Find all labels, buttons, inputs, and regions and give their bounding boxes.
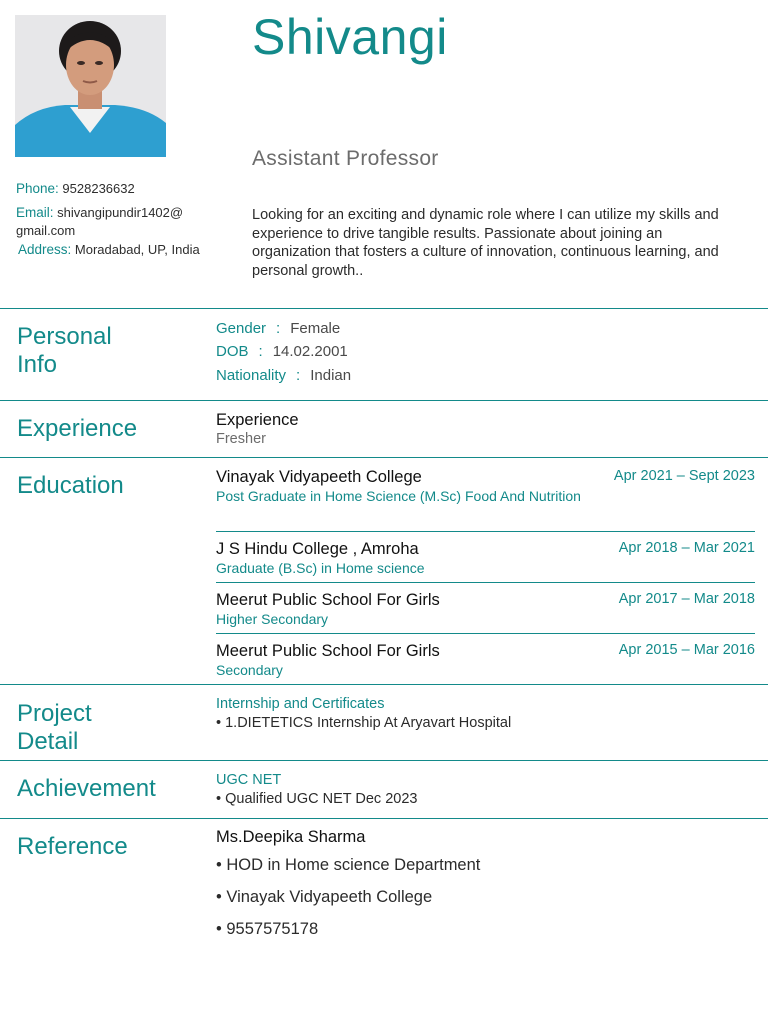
education-degree: Post Graduate in Home Science (M.Sc) Food And Nutrition: [216, 488, 581, 504]
profile-photo: [15, 15, 166, 157]
section-divider: [0, 400, 768, 401]
reference-line: • HOD in Home science Department: [216, 856, 481, 874]
section-divider: [0, 684, 768, 685]
contact-phone: [16, 180, 135, 198]
dob-row: [216, 343, 348, 360]
dob-value: 14.02.2001: [272, 343, 348, 360]
reference-name: Ms.Deepika Sharma: [216, 828, 366, 846]
education-dates: Apr 2015 – Mar 2016: [618, 642, 755, 658]
phone-value: 9528236632: [62, 181, 135, 196]
address-label: Address:: [18, 242, 72, 257]
personal-title-line2: Info: [17, 351, 58, 378]
section-divider: [0, 457, 768, 458]
education-dates: Apr 2021 – Sept 2023: [613, 468, 755, 484]
reference-line: • Vinayak Vidyapeeth College: [216, 888, 433, 906]
education-degree: Graduate (B.Sc) in Home science: [216, 560, 425, 576]
education-dates: Apr 2018 – Mar 2021: [618, 540, 755, 556]
section-divider: [0, 760, 768, 761]
personal-info-title: [17, 323, 112, 379]
achievement-title: Achievement: [17, 775, 156, 802]
education-title: Education: [17, 472, 124, 499]
project-title: [17, 700, 92, 756]
nationality-value: Indian: [310, 367, 352, 384]
gender-row: [216, 320, 340, 337]
phone-label: Phone:: [16, 181, 59, 196]
education-divider: [216, 582, 755, 583]
experience-heading: Experience: [216, 411, 299, 429]
nationality-label: Nationality: [216, 367, 287, 384]
education-school: J S Hindu College , Amroha: [216, 540, 419, 558]
project-title-line1: Project: [17, 700, 92, 727]
dob-label: DOB: [216, 343, 249, 360]
gender-label: Gender: [216, 320, 267, 337]
separator: :: [276, 320, 281, 337]
achievement-item: • Qualified UGC NET Dec 2023: [216, 791, 418, 807]
personal-title-line1: Personal: [17, 323, 112, 350]
project-item: • 1.DIETETICS Internship At Aryavart Hospital: [216, 715, 512, 731]
section-divider: [0, 818, 768, 819]
education-degree: Higher Secondary: [216, 611, 329, 627]
objective-text: Looking for an exciting and dynamic role where I can utilize my skills and experience to drive tangible results. Passionate about joining an organization that fosters a culture of innovation, continuous learning, and personal growth..: [252, 207, 719, 279]
education-divider: [216, 633, 755, 634]
contact-email: [16, 204, 221, 240]
reference-title: Reference: [17, 833, 128, 860]
contact-address: [18, 241, 200, 259]
separator: :: [258, 343, 263, 360]
separator: :: [296, 367, 301, 384]
gender-value: Female: [290, 320, 341, 337]
experience-title: Experience: [17, 415, 138, 442]
education-divider: [216, 531, 755, 532]
address-value: Moradabad, UP, India: [74, 242, 200, 257]
reference-line: • 9557575178: [216, 920, 319, 938]
education-dates: Apr 2017 – Mar 2018: [618, 591, 755, 607]
section-divider: [0, 308, 768, 309]
project-title-line2: Detail: [17, 728, 79, 755]
project-heading: Internship and Certificates: [216, 696, 385, 712]
experience-value: Fresher: [216, 431, 266, 447]
education-school: Meerut Public School For Girls: [216, 591, 440, 609]
job-title: Assistant Professor: [252, 147, 439, 170]
email-label: Email:: [16, 205, 54, 220]
candidate-name: Shivangi: [252, 9, 448, 65]
nationality-row: [216, 367, 351, 384]
achievement-heading: UGC NET: [216, 772, 282, 788]
education-degree: Secondary: [216, 662, 283, 678]
education-school: Vinayak Vidyapeeth College: [216, 468, 422, 486]
education-school: Meerut Public School For Girls: [216, 642, 440, 660]
email-value: shivangipundir1402@ gmail.com: [16, 205, 184, 238]
